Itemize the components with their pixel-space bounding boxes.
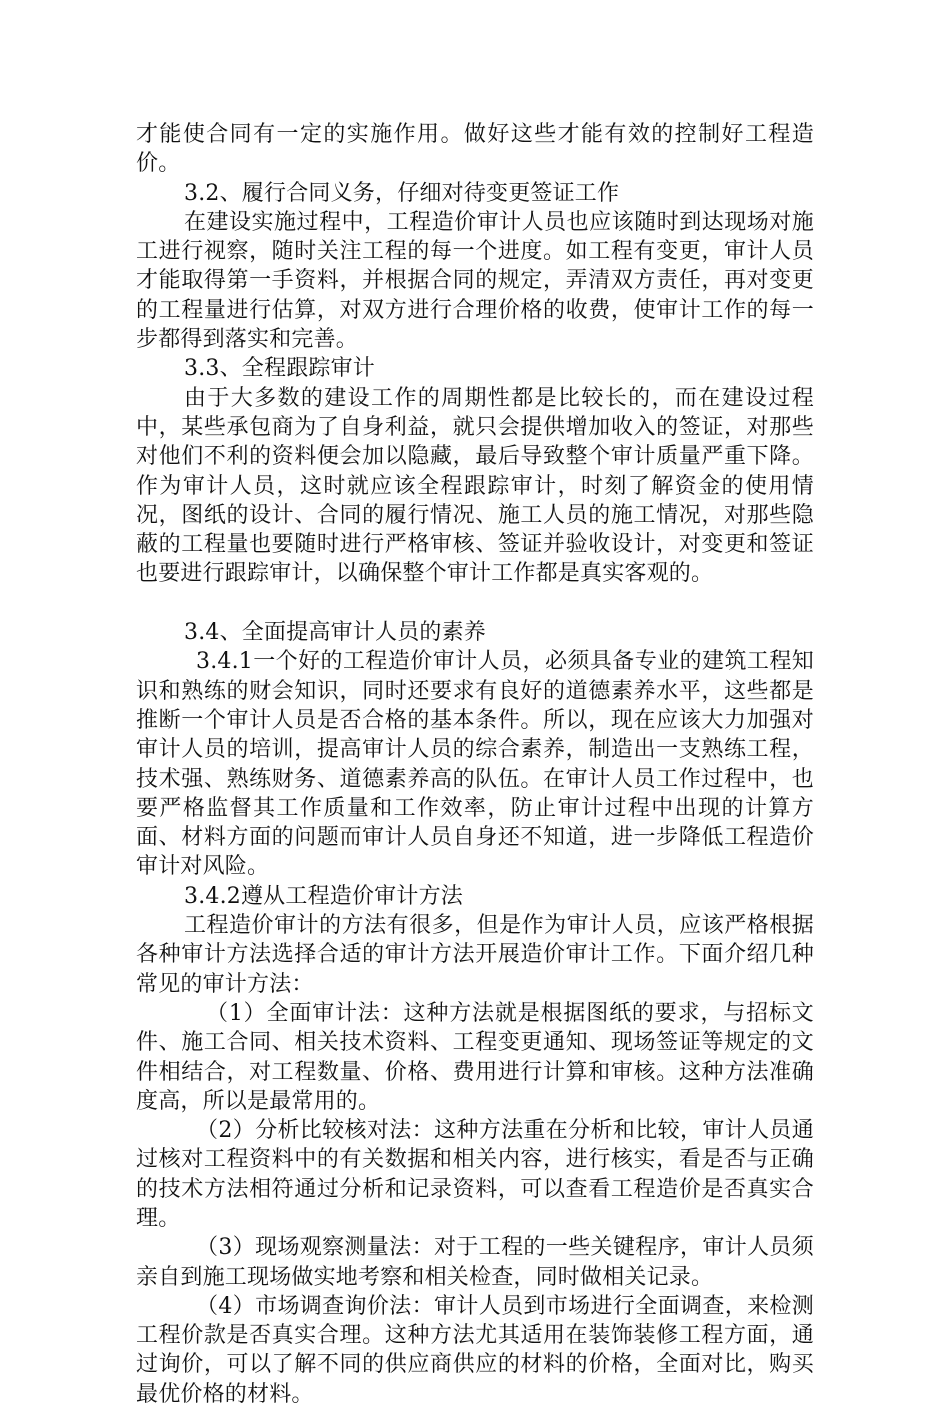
- paragraph-auditor-qualities: 3.4.1一个好的工程造价审计人员，必须具备专业的建筑工程知识和熟练的财会知识，同时还要求有良好的道德素养水平，这些都是推断一个审计人员是否合格的基本条件。所以，现在应该大力加强对审计人员的培训，提高审计人员的综合素养，制造出一支熟练工程，技术强、熟练财务、道德素养高的队伍。在审计人员工作过程中，也要严格监督其工作质量和工作效率，防止审计过程中出现的计算方面、材料方面的问题而审计人员自身还不知道，进一步降低工程造价审计对风险。: [136, 649, 814, 880]
- paragraph-contract-continuation: 才能使合同有一定的实施作用。做好这些才能有效的控制好工程造价。: [136, 122, 814, 177]
- method-item-4: （4）市场调查询价法：审计人员到市场进行全面调查，来检测工程价款是否真实合理。这种方法尤其适用在装饰装修工程方面，通过询价，可以了解不同的供应商供应的材料的价格，全面对比，购买最优价格的材料。: [136, 1293, 814, 1407]
- method-item-2: （2）分析比较核对法：这种方法重在分析和比较，审计人员通过核对工程资料中的有关数据和相关内容，进行核实，看是否与正确的技术方法相符通过分析和记录资料，可以查看工程造价是否真实合理。: [136, 1118, 814, 1231]
- paragraph-full-tracking: 由于大多数的建设工作的周期性都是比较长的，而在建设过程中，某些承包商为了自身利益，就只会提供增加收入的签证，对那些对他们不利的资料便会加以隐藏，最后导致整个审计质量严重下降。作为审计人员，这时就应该全程跟踪审计，时刻了解资金的使用情况，图纸的设计、合同的履行情况、施工人员的施工情况，对那些隐蔽的工程量也要随时进行严格审核、签证并验收设计，对变更和签证也要进行跟踪审计，以确保整个审计工作都是真实客观的。: [136, 385, 814, 587]
- section-heading-3-3: 3.3、全程跟踪审计: [184, 356, 375, 382]
- section-heading-3-4-2: 3.4.2遵从工程造价审计方法: [184, 883, 463, 909]
- section-heading-3-2: 3.2、履行合同义务，仔细对待变更签证工作: [184, 180, 620, 206]
- section-heading-3-4: 3.4、全面提高审计人员的素养: [184, 620, 486, 646]
- method-item-1: （1）全面审计法：这种方法就是根据图纸的要求，与招标文件、施工合同、相关技术资料、工程变更通知、现场签证等规定的文件相结合，对工程数量、价格、费用进行计算和审核。这种方法准确度高，所以是最常用的。: [136, 1000, 814, 1114]
- method-item-3: （3）现场观察测量法：对于工程的一些关键程序，审计人员须亲自到施工现场做实地考察和相关检查，同时做相关记录。: [136, 1235, 814, 1290]
- document-body: [136, 120, 814, 1409]
- paragraph-audit-methods-intro: 工程造价审计的方法有很多，但是作为审计人员，应该严格根据各种审计方法选择合适的审计方法开展造价审计工作。下面介绍几种常见的审计方法：: [136, 913, 814, 997]
- blank-line: [136, 589, 814, 618]
- paragraph-change-visa: 在建设实施过程中，工程造价审计人员也应该随时到达现场对施工进行视察，随时关注工程的每一个进度。如工程有变更，审计人员才能取得第一手资料，并根据合同的规定，弄清双方责任，再对变更的工程量进行估算，对双方进行合理价格的收费，使审计工作的每一步都得到落实和完善。: [136, 209, 814, 353]
